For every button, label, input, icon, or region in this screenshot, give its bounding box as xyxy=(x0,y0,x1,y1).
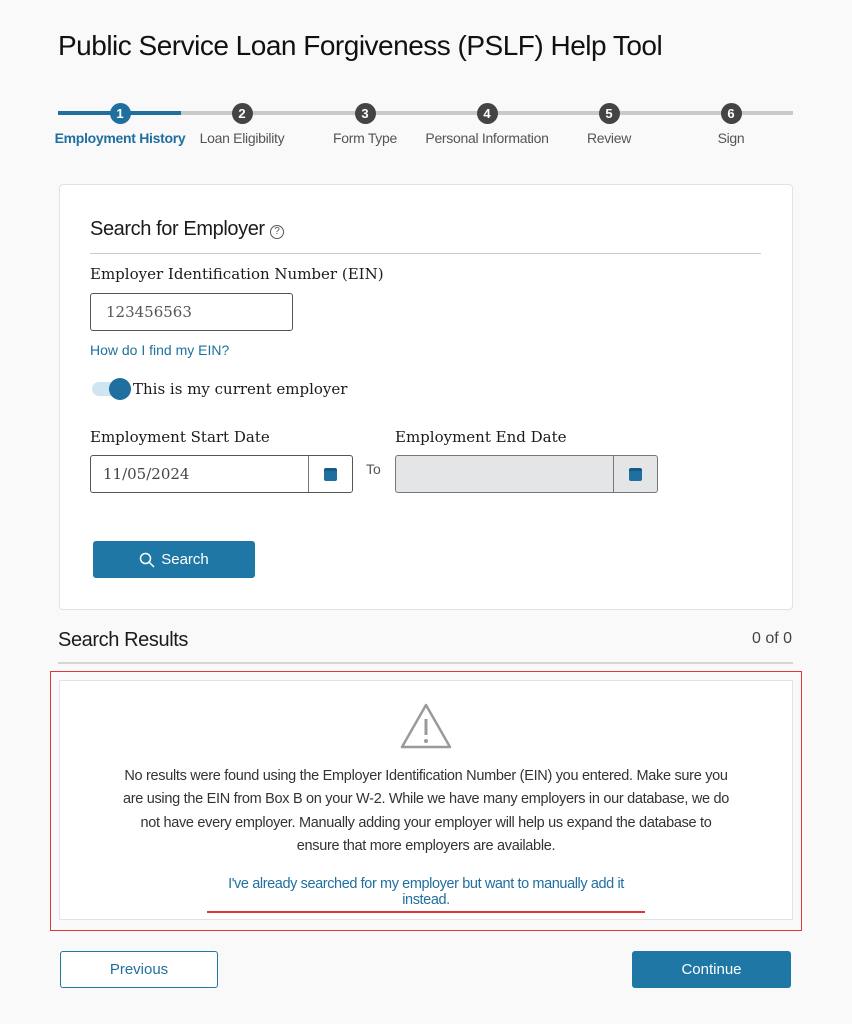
step-label: Employment History xyxy=(54,130,186,146)
step-label: Form Type xyxy=(333,130,397,146)
to-label: To xyxy=(366,461,381,477)
results-count: 0 of 0 xyxy=(751,630,792,647)
start-date-field[interactable] xyxy=(90,455,353,493)
warning-icon xyxy=(399,702,453,750)
manual-add-link[interactable]: I've already searched for my employer but want to manually add it instead. xyxy=(207,876,645,913)
step-number: 1 xyxy=(110,103,131,124)
page-title: Public Service Loan Forgiveness (PSLF) Help Tool xyxy=(58,30,663,61)
calendar-icon xyxy=(324,468,337,481)
search-results-heading: Search Results xyxy=(58,629,189,651)
end-date-field xyxy=(395,455,658,493)
step-label: Personal Information xyxy=(425,130,549,146)
divider xyxy=(90,253,761,254)
divider xyxy=(58,662,793,664)
search-button-label: Search xyxy=(161,551,209,568)
start-date-input[interactable]: 11/05/2024 xyxy=(103,465,190,483)
step-label: Sign xyxy=(717,130,745,146)
continue-button[interactable]: Continue xyxy=(632,951,791,988)
start-date-label: Employment Start Date xyxy=(90,428,270,446)
step-label: Loan Eligibility xyxy=(199,130,285,146)
end-date-label: Employment End Date xyxy=(395,428,567,446)
search-button[interactable] xyxy=(93,541,255,578)
toggle-label: This is my current employer xyxy=(133,380,348,398)
find-ein-link[interactable]: How do I find my EIN? xyxy=(90,342,230,358)
calendar-icon xyxy=(629,468,642,481)
search-employer-heading xyxy=(90,218,284,241)
heading-text: Search for Employer xyxy=(90,218,265,240)
step-number: 5 xyxy=(599,103,620,124)
toggle-knob[interactable] xyxy=(109,378,131,400)
start-calendar-button[interactable] xyxy=(308,456,352,492)
step-number: 3 xyxy=(355,103,376,124)
end-calendar-button[interactable] xyxy=(613,456,657,492)
search-icon xyxy=(139,552,155,568)
previous-button[interactable]: Previous xyxy=(60,951,218,988)
step-number: 6 xyxy=(721,103,742,124)
ein-input[interactable]: 123456563 xyxy=(90,293,293,331)
step-number: 2 xyxy=(232,103,253,124)
help-icon[interactable]: ? xyxy=(270,225,284,239)
step-sign xyxy=(651,103,811,146)
step-number: 4 xyxy=(477,103,498,124)
step-label: Review xyxy=(586,130,632,146)
no-results-message: No results were found using the Employer Identification Number (EIN) you entered. Make sure you are using the EIN from Box B on your W-2. While we have many employers in our database, we do not have every employer. Manually adding your employer will help us expand the database to ensure that more employers are available. xyxy=(122,768,730,854)
ein-label: Employer Identification Number (EIN) xyxy=(90,265,384,283)
